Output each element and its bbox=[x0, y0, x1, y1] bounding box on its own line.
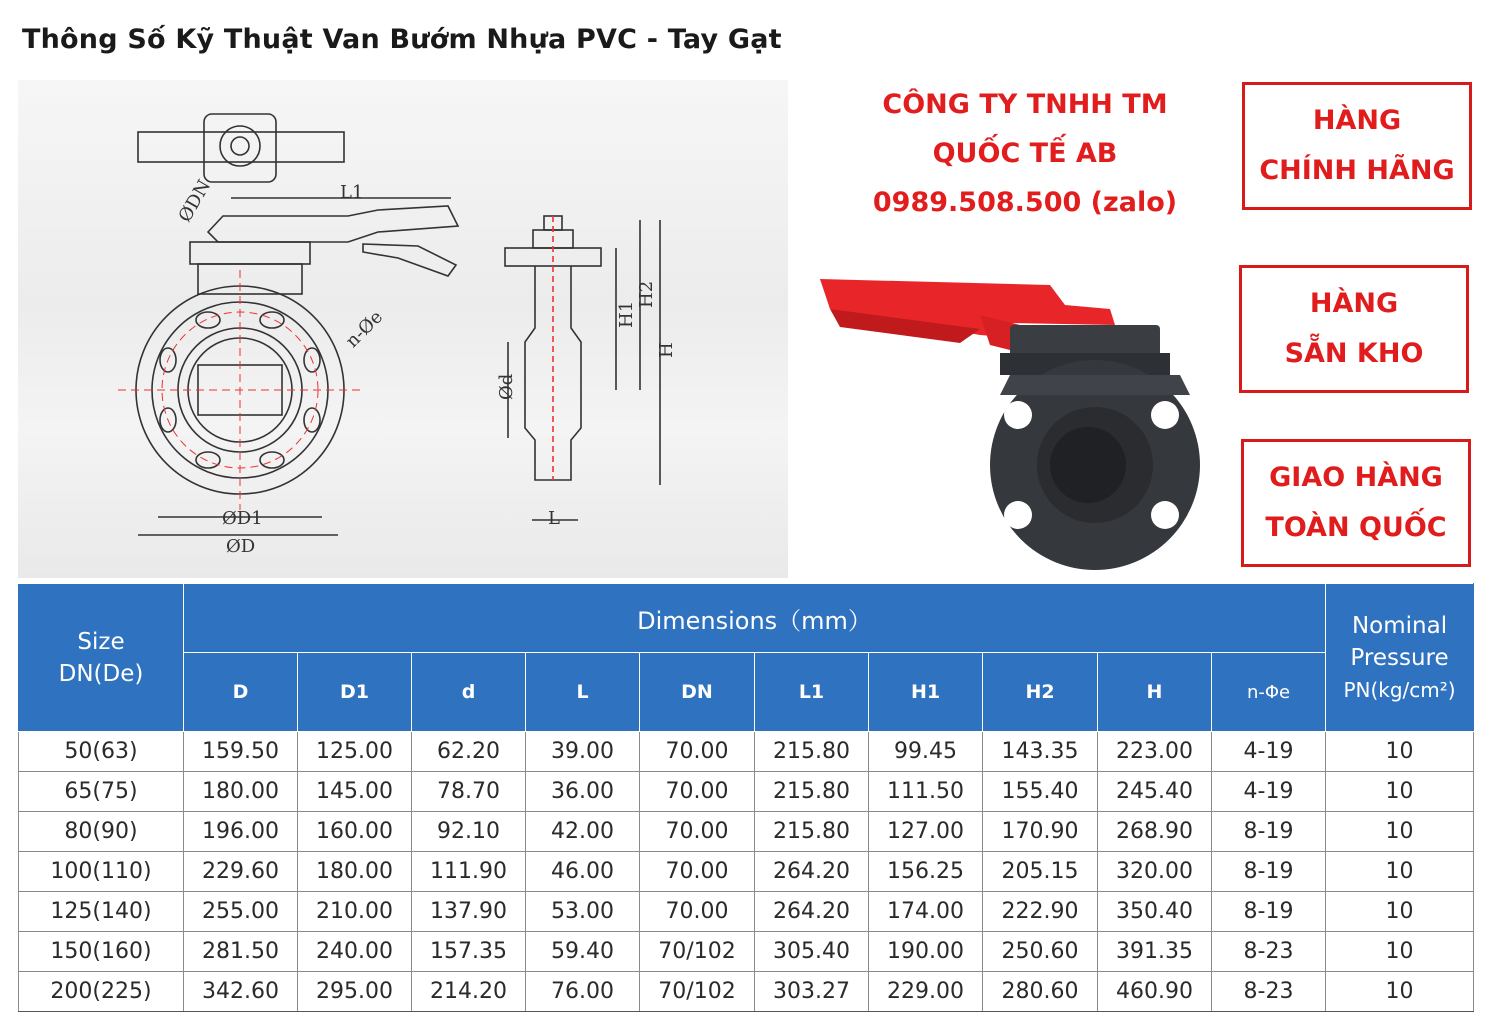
table-cell: 8-23 bbox=[1212, 972, 1326, 1012]
table-cell: 145.00 bbox=[298, 772, 412, 812]
table-cell: 62.20 bbox=[412, 732, 526, 772]
table-cell: 70.00 bbox=[640, 892, 755, 932]
table-cell: 160.00 bbox=[298, 812, 412, 852]
table-cell: 70/102 bbox=[640, 932, 755, 972]
badge-genuine-line2: CHÍNH HÃNG bbox=[1259, 155, 1455, 186]
table-cell: 42.00 bbox=[526, 812, 640, 852]
table-cell: 50(63) bbox=[19, 732, 184, 772]
table-cell: 46.00 bbox=[526, 852, 640, 892]
technical-drawing bbox=[18, 80, 788, 578]
label-dd: Ød bbox=[496, 373, 517, 400]
table-cell: 196.00 bbox=[184, 812, 298, 852]
table-cell: 10 bbox=[1326, 972, 1474, 1012]
table-cell: 170.90 bbox=[983, 812, 1098, 852]
badge-in-stock bbox=[1239, 265, 1469, 393]
badge-in-stock-line1: HÀNG bbox=[1309, 288, 1399, 319]
table-cell: 10 bbox=[1326, 732, 1474, 772]
badge-genuine-line1: HÀNG bbox=[1312, 105, 1402, 136]
table-cell: 250.60 bbox=[983, 932, 1098, 972]
table-cell: 280.60 bbox=[983, 972, 1098, 1012]
company-info bbox=[840, 80, 1210, 227]
label-h2: H2 bbox=[636, 280, 657, 308]
table-cell: 92.10 bbox=[412, 812, 526, 852]
dimensions-header: Dimensions（mm） bbox=[184, 584, 1326, 653]
column-header: H2 bbox=[983, 653, 1098, 732]
column-header-row bbox=[19, 653, 1474, 732]
table-cell: 36.00 bbox=[526, 772, 640, 812]
column-header: L bbox=[526, 653, 640, 732]
spec-table-body bbox=[19, 732, 1474, 1012]
product-image bbox=[810, 265, 1220, 579]
table-cell: 174.00 bbox=[869, 892, 983, 932]
label-h: H bbox=[656, 342, 677, 358]
table-cell: 155.40 bbox=[983, 772, 1098, 812]
size-header-line2: DN(De) bbox=[58, 660, 144, 687]
table-cell: 255.00 bbox=[184, 892, 298, 932]
table-cell: 80(90) bbox=[19, 812, 184, 852]
table-cell: 10 bbox=[1326, 812, 1474, 852]
table-cell: 303.27 bbox=[755, 972, 869, 1012]
spec-table bbox=[18, 583, 1474, 1012]
table-cell: 205.15 bbox=[983, 852, 1098, 892]
table-cell: 70.00 bbox=[640, 852, 755, 892]
table-cell: 229.60 bbox=[184, 852, 298, 892]
table-cell: 200(225) bbox=[19, 972, 184, 1012]
table-cell: 111.90 bbox=[412, 852, 526, 892]
table-cell: 150(160) bbox=[19, 932, 184, 972]
table-cell: 264.20 bbox=[755, 892, 869, 932]
table-cell: 111.50 bbox=[869, 772, 983, 812]
table-cell: 4-19 bbox=[1212, 732, 1326, 772]
table-row bbox=[19, 892, 1474, 932]
table-row bbox=[19, 732, 1474, 772]
table-cell: 215.80 bbox=[755, 732, 869, 772]
label-l1: L1 bbox=[340, 182, 364, 203]
table-cell: 4-19 bbox=[1212, 772, 1326, 812]
label-d: ØD bbox=[226, 536, 256, 557]
table-cell: 137.90 bbox=[412, 892, 526, 932]
table-cell: 8-23 bbox=[1212, 932, 1326, 972]
badge-genuine bbox=[1242, 82, 1472, 210]
table-cell: 99.45 bbox=[869, 732, 983, 772]
column-header: n-Φe bbox=[1212, 653, 1326, 732]
table-cell: 127.00 bbox=[869, 812, 983, 852]
table-cell: 53.00 bbox=[526, 892, 640, 932]
label-l: L bbox=[548, 508, 560, 529]
table-cell: 264.20 bbox=[755, 852, 869, 892]
table-cell: 65(75) bbox=[19, 772, 184, 812]
label-ne: n-Øe bbox=[341, 306, 388, 352]
table-cell: 342.60 bbox=[184, 972, 298, 1012]
table-cell: 70/102 bbox=[640, 972, 755, 1012]
table-cell: 180.00 bbox=[184, 772, 298, 812]
table-cell: 156.25 bbox=[869, 852, 983, 892]
pressure-header-line3: PN(kg/cm²) bbox=[1343, 677, 1456, 702]
table-cell: 10 bbox=[1326, 852, 1474, 892]
column-header: L1 bbox=[755, 653, 869, 732]
label-d1: ØD1 bbox=[222, 508, 263, 529]
valve-dimension-drawing bbox=[18, 80, 788, 578]
table-cell: 222.90 bbox=[983, 892, 1098, 932]
table-cell: 39.00 bbox=[526, 732, 640, 772]
table-cell: 305.40 bbox=[755, 932, 869, 972]
table-cell: 240.00 bbox=[298, 932, 412, 972]
table-row bbox=[19, 812, 1474, 852]
company-name-line1: CÔNG TY TNHH TM bbox=[882, 89, 1168, 120]
table-cell: 190.00 bbox=[869, 932, 983, 972]
size-header bbox=[19, 584, 184, 732]
table-cell: 10 bbox=[1326, 892, 1474, 932]
table-cell: 157.35 bbox=[412, 932, 526, 972]
badge-delivery-line2: TOÀN QUỐC bbox=[1265, 512, 1447, 543]
table-cell: 268.90 bbox=[1098, 812, 1212, 852]
pressure-header-line1: Nominal bbox=[1351, 612, 1448, 639]
table-cell: 143.35 bbox=[983, 732, 1098, 772]
table-row bbox=[19, 932, 1474, 972]
table-cell: 8-19 bbox=[1212, 892, 1326, 932]
page-title: Thông Số Kỹ Thuật Van Bướm Nhựa PVC - Tay Gạt bbox=[22, 24, 782, 55]
table-cell: 70.00 bbox=[640, 812, 755, 852]
table-cell: 281.50 bbox=[184, 932, 298, 972]
badge-delivery-line1: GIAO HÀNG bbox=[1269, 462, 1443, 493]
column-header: D bbox=[184, 653, 298, 732]
table-row bbox=[19, 852, 1474, 892]
table-cell: 214.20 bbox=[412, 972, 526, 1012]
table-cell: 70.00 bbox=[640, 772, 755, 812]
company-name-line2: QUỐC TẾ AB bbox=[932, 138, 1118, 169]
table-cell: 391.35 bbox=[1098, 932, 1212, 972]
column-header: DN bbox=[640, 653, 755, 732]
table-cell: 350.40 bbox=[1098, 892, 1212, 932]
table-cell: 100(110) bbox=[19, 852, 184, 892]
table-cell: 223.00 bbox=[1098, 732, 1212, 772]
table-cell: 229.00 bbox=[869, 972, 983, 1012]
table-cell: 245.40 bbox=[1098, 772, 1212, 812]
pressure-header-line2: Pressure bbox=[1350, 644, 1449, 671]
badge-in-stock-line2: SẴN KHO bbox=[1284, 338, 1424, 369]
table-row bbox=[19, 772, 1474, 812]
table-cell: 460.90 bbox=[1098, 972, 1212, 1012]
label-dn: ØDN bbox=[174, 176, 216, 226]
table-cell: 320.00 bbox=[1098, 852, 1212, 892]
table-row bbox=[19, 972, 1474, 1012]
column-header: H1 bbox=[869, 653, 983, 732]
table-cell: 180.00 bbox=[298, 852, 412, 892]
column-header: D1 bbox=[298, 653, 412, 732]
table-cell: 210.00 bbox=[298, 892, 412, 932]
badge-nationwide-delivery bbox=[1241, 439, 1471, 567]
label-h1: H1 bbox=[616, 300, 637, 328]
table-cell: 8-19 bbox=[1212, 812, 1326, 852]
table-cell: 125.00 bbox=[298, 732, 412, 772]
table-cell: 295.00 bbox=[298, 972, 412, 1012]
table-cell: 78.70 bbox=[412, 772, 526, 812]
table-cell: 8-19 bbox=[1212, 852, 1326, 892]
table-cell: 215.80 bbox=[755, 812, 869, 852]
table-cell: 159.50 bbox=[184, 732, 298, 772]
table-cell: 76.00 bbox=[526, 972, 640, 1012]
size-header-line1: Size bbox=[77, 628, 125, 655]
table-cell: 125(140) bbox=[19, 892, 184, 932]
column-header: d bbox=[412, 653, 526, 732]
column-header: H bbox=[1098, 653, 1212, 732]
table-cell: 215.80 bbox=[755, 772, 869, 812]
pressure-header bbox=[1326, 584, 1474, 732]
table-cell: 59.40 bbox=[526, 932, 640, 972]
table-cell: 70.00 bbox=[640, 732, 755, 772]
company-phone: 0989.508.500 (zalo) bbox=[872, 187, 1178, 218]
table-cell: 10 bbox=[1326, 772, 1474, 812]
table-cell: 10 bbox=[1326, 932, 1474, 972]
